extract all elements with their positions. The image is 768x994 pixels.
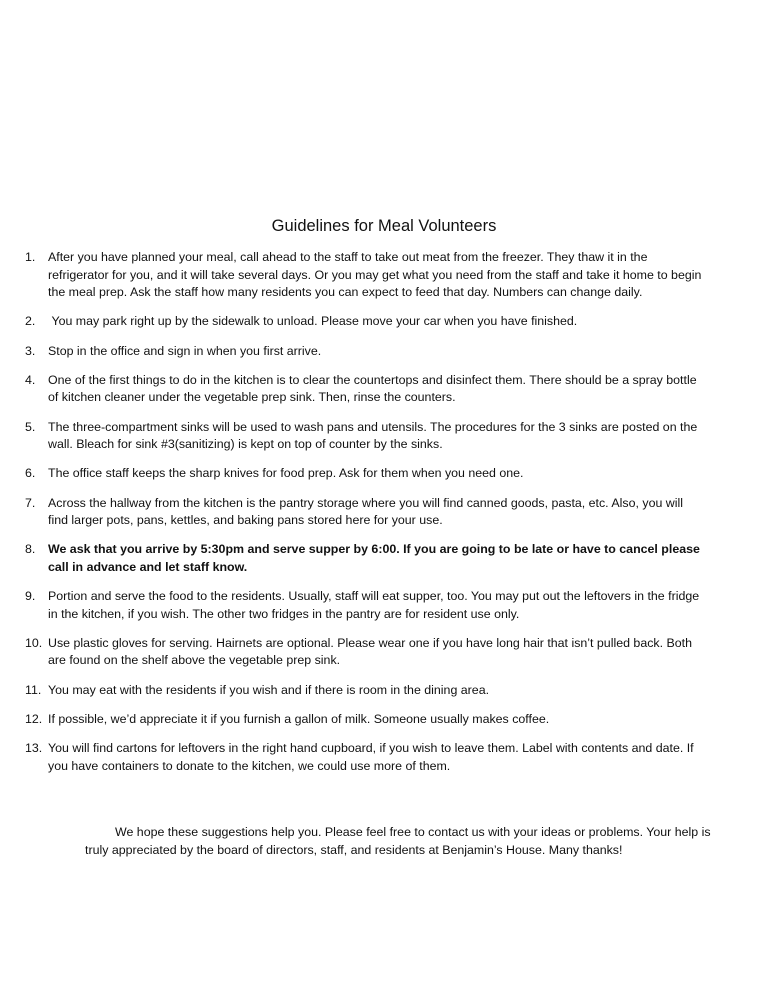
list-item	[25, 682, 705, 700]
list-item	[25, 635, 705, 670]
item-text: After you have planned your meal, call ahead to the staff to take out meat from the freezer. They thaw it in the refrigerator for you, and it will take several days. Or you may get what you need from the staff and take it home to begin the meal prep. Ask the staff how many residents you can expect to feed that day. Numbers can change daily.	[48, 250, 702, 300]
list-item	[25, 465, 705, 483]
list-item	[25, 588, 705, 623]
item-text: The three-compartment sinks will be used to wash pans and utensils. The procedures for the 3 sinks are posted on the wall. Bleach for sink #3(sanitizing) is kept on top of counter by the sinks.	[48, 419, 698, 452]
item-number: 13.	[25, 741, 43, 755]
item-number: 10.	[25, 635, 43, 650]
item-number: 2.	[25, 314, 36, 329]
item-text: If possible, we’d appreciate it if you furnish a gallon of milk. Someone usually makes coffee.	[48, 711, 550, 726]
item-text: The office staff keeps the sharp knives for food prep. Ask for them when you need one.	[48, 466, 524, 481]
list-item	[25, 740, 705, 775]
list-item	[25, 372, 705, 407]
item-text: Across the hallway from the kitchen is the pantry storage where you will find canned goods, pasta, etc. Also, you will find larger pots, pans, kettles, and baking pans stored here for your use.	[48, 495, 684, 528]
item-text: We ask that you arrive by 5:30pm and serve supper by 6:00. If you are going to be late or have to cancel please call in advance and let staff know.	[48, 542, 700, 574]
item-text: One of the first things to do in the kitchen is to clear the countertops and disinfect them. There should be a spray bottle of kitchen cleaner under the vegetable prep sink. Then, rinse the counters.	[48, 372, 697, 405]
item-text: You may eat with the residents if you wish and if there is room in the dining area.	[48, 682, 490, 697]
item-number: 11.	[25, 682, 42, 697]
item-number: 12.	[25, 711, 43, 726]
item-number: 9.	[25, 589, 36, 604]
list-item-important	[25, 541, 705, 576]
item-number: 6.	[25, 466, 36, 481]
guidelines-list	[25, 249, 705, 787]
item-number: 7.	[25, 495, 36, 510]
closing-paragraph: We hope these suggestions help you. Please feel free to contact us with your ideas or problems. Your help is truly appreciated by the board of directors, staff, and residents at Benjamin’s House. Many thanks!	[85, 825, 711, 857]
item-number: 4.	[25, 372, 36, 387]
item-number: 3.	[25, 343, 36, 358]
item-number: 5.	[25, 419, 36, 434]
list-item	[25, 313, 705, 331]
item-number: 1.	[25, 250, 36, 264]
item-text: You may park right up by the sidewalk to unload. Please move your car when you have finished.	[48, 314, 578, 329]
list-item	[25, 495, 705, 530]
item-text: Stop in the office and sign in when you first arrive.	[48, 343, 322, 358]
list-item	[25, 419, 705, 454]
document-title: Guidelines for Meal Volunteers	[271, 217, 497, 235]
list-item	[25, 249, 705, 302]
item-text: Portion and serve the food to the residents. Usually, staff will eat supper, too. You may put out the leftovers in the fridge in the kitchen, if you wish. The other two fridges in the pantry are for resident use only.	[48, 589, 700, 621]
list-item	[25, 711, 705, 729]
item-text: Use plastic gloves for serving. Hairnets are optional. Please wear one if you have long hair that isn’t pulled back. Both are found on the shelf above the vegetable prep sink.	[48, 635, 692, 668]
item-number: 8.	[25, 542, 36, 557]
item-text: You will find cartons for leftovers in the right hand cupboard, if you wish to leave them. Label with contents and date. If you have containers to donate to the kitchen, we could use more of them.	[48, 741, 694, 773]
list-item	[25, 343, 705, 361]
